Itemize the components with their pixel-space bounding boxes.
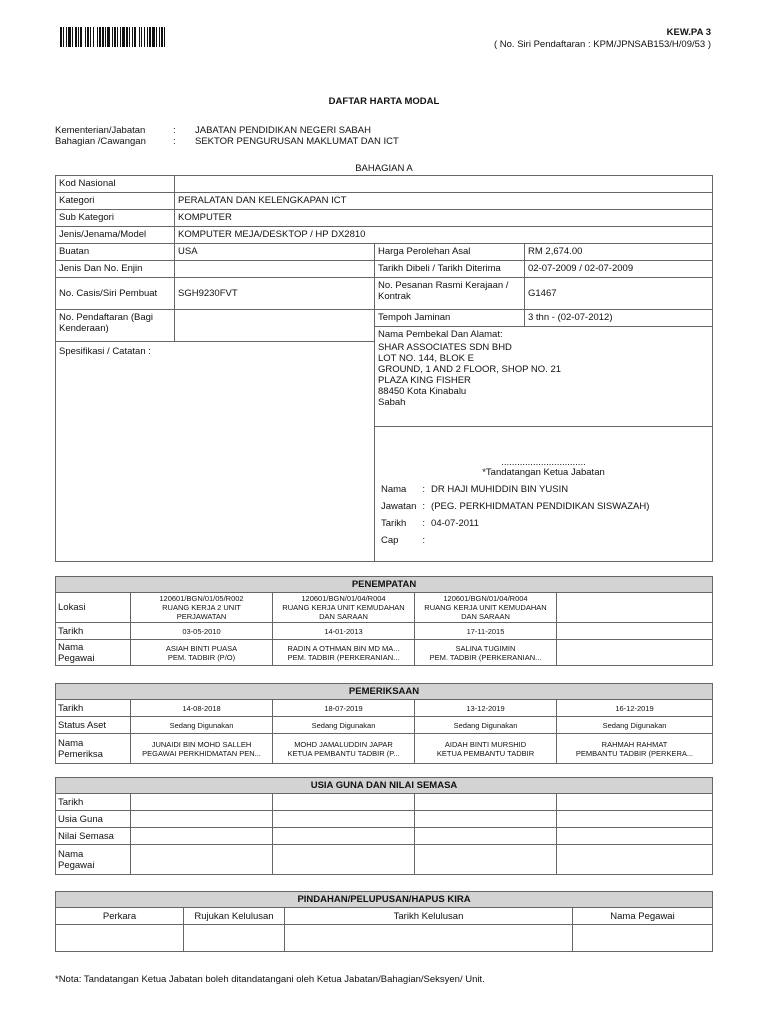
lokasi-cell [131,593,273,623]
harga-value: RM 2,674.00 [525,244,713,261]
usia-cell [273,794,415,811]
usia-cell [415,811,557,828]
document-title: DAFTAR HARTA MODAL [328,96,440,107]
colon: : [422,518,426,529]
pembekal-line: GROUND, 1 AND 2 FLOOR, SHOP NO. 21 [378,364,562,375]
pegawai-role: PEM. TADBIR (PERKERANIAN... [287,652,400,662]
usia-cell [273,845,415,875]
pemeriksa-name: JUNAIDI BIN MOHD SALLEH [151,739,252,749]
usia-cell [131,828,273,845]
footnote: *Nota: Tandatangan Ketua Jabatan boleh ditandatangani oleh Ketua Jabatan/Bahagian/Seksyen/ Unit. [55,974,485,985]
penempatan-title: PENEMPATAN [56,577,713,593]
perkara-header: Perkara [56,908,184,925]
usia-cell [415,828,557,845]
penempatan-table [55,576,713,666]
pegawai-label-text: Nama Pegawai [58,641,95,664]
pemeriksa-label-text: Nama Pemeriksa [58,737,103,760]
kategori-label: Kategori [56,193,175,210]
tarikh-cell: 13-12-2019 [415,700,557,717]
pesanan-label: No. Pesanan Rasmi Kerajaan / Kontrak [375,278,525,310]
pemeriksa-name: AIDAH BINTI MURSHID [444,739,527,749]
pegawai-name: ASIAH BINTI PUASA [165,643,238,653]
pemeriksa-role: KETUA PEMBANTU TADBIR [436,748,535,758]
lokasi-line: RUANG KERJA UNIT KEMUDAHAN [282,603,405,612]
buatan-label: Buatan [56,244,175,261]
form-reference [494,27,711,51]
usia-row-label: Usia Guna [56,811,131,828]
pemeriksa-role: PEGAWAI PERKHIDMATAN PEN... [142,748,261,758]
usia-cell [557,811,713,828]
pegawai-name: SALINA TUGIMIN [455,643,516,653]
tarikh-label: Tarikh [56,700,131,717]
enjin-value [175,261,375,278]
tarikh-cell: 16-12-2019 [557,700,713,717]
colon: : [422,484,426,495]
pegawai-cell [415,640,557,666]
jawatan-value: (PEG. PERKHIDMATAN PENDIDIKAN SISWAZAH) [431,501,650,512]
usia-row-label: Nilai Semasa [56,828,131,845]
tarikh-cell: 14-01-2013 [273,623,415,640]
usia-cell [415,794,557,811]
usia-cell [557,845,713,875]
lokasi-line: RUANG KERJA UNIT KEMUDAHAN [424,603,547,612]
lokasi-code: 120601/BGN/01/04/R004 [443,594,528,603]
tarikh-kelulusan-header: Tarikh Kelulusan [285,908,573,925]
kod-nasional-label: Kod Nasional [56,176,175,193]
colon: : [422,535,426,546]
pembekal-line: LOT NO. 144, BLOK E [378,353,474,364]
rujukan-header: Rujukan Kelulusan [184,908,285,925]
pegawai-role: PEM. TADBIR (P/O) [167,652,236,662]
usia-cell [415,845,557,875]
pembekal-label: Nama Pembekal Dan Alamat: [378,329,503,340]
barcode-bar [165,27,168,47]
usia-cell [557,828,713,845]
lokasi-line: RUANG KERJA 2 UNIT [162,603,241,612]
pemeriksa-cell [131,734,273,764]
usia-cell [273,811,415,828]
tarikh-cell: 14-08-2018 [131,700,273,717]
pemeriksa-cell [273,734,415,764]
tarikh-cell: 17-11-2015 [415,623,557,640]
pegawai-cell [557,640,713,666]
pemeriksa-role: PEMBANTU TADBIR (PERKERA... [575,748,694,758]
pemeriksa-cell [415,734,557,764]
pegawai-cell [273,640,415,666]
bahagian-value: SEKTOR PENGURUSAN MAKLUMAT DAN ICT [195,136,399,147]
usia-row-label [56,845,131,875]
cap-value [428,533,652,550]
spesifikasi-label: Spesifikasi / Catatan : [59,346,151,357]
pemeriksaan-title: PEMERIKSAAN [56,684,713,700]
pindahan-table [55,891,713,952]
pemeriksa-name: RAHMAH RAHMAT [601,739,668,749]
pembekal-line: PLAZA KING FISHER [378,375,471,386]
usia-cell [131,794,273,811]
bahagian-label: Bahagian /Cawangan [55,136,146,147]
colon: : [422,501,426,512]
casis-value: SGH9230FVT [175,278,375,310]
sub-kategori-label: Sub Kategori [56,210,175,227]
pembekal-line: SHAR ASSOCIATES SDN BHD [378,342,512,353]
status-cell: Sedang Digunakan [273,717,415,734]
bahagian-a-title: BAHAGIAN A [355,163,413,174]
tarikh-value: 04-07-2011 [431,518,479,529]
status-cell: Sedang Digunakan [415,717,557,734]
usia-table [55,777,713,875]
status-label: Status Aset [56,717,131,734]
colon: : [173,125,176,136]
cap-label: Cap [381,535,399,546]
pegawai-role: PEM. TADBIR (PERKERANIAN... [429,652,542,662]
signature-caption: *Tandatangan Ketua Jabatan [482,467,605,478]
colon: : [173,136,176,147]
serial-number: ( No. Siri Pendaftaran : KPM/JPNSAB153/H/09/53 ) [493,39,711,50]
pindahan-cell [56,925,184,952]
pemeriksa-role: KETUA PEMBANTU TADBIR (P... [287,748,400,758]
pindahan-title: PINDAHAN/PELUPUSAN/HAPUS KIRA [56,892,713,908]
tarikh-dibeli-label: Tarikh Dibeli / Tarikh Diterima [375,261,525,278]
bahagian-a-table [55,175,713,562]
usia-row-label: Tarikh [56,794,131,811]
casis-label: No. Casis/Siri Pembuat [56,278,175,310]
pemeriksa-name: MOHD JAMALUDDIN JAPAR [294,739,393,749]
usia-row-label-text: Nama Pegawai [58,848,95,871]
pendaftaran-value [175,310,375,342]
pemeriksaan-table [55,683,713,764]
pindahan-cell [573,925,713,952]
pembekal-line: 88450 Kota Kinabalu [378,386,467,397]
tarikh-label: Tarikh [56,623,131,640]
pemeriksa-label [56,734,131,764]
kategori-value: PERALATAN DAN KELENGKAPAN ICT [175,193,713,210]
status-cell: Sedang Digunakan [131,717,273,734]
kementerian-label: Kementerian/Jabatan [55,125,146,136]
enjin-label: Jenis Dan No. Enjin [56,261,175,278]
spesifikasi-cell [56,342,375,562]
usia-cell [131,845,273,875]
lokasi-cell [557,593,713,623]
lokasi-line: DAN SARAAN [461,612,510,621]
form-code: KEW.PA 3 [666,27,711,38]
status-cell: Sedang Digunakan [557,717,713,734]
organisation-info [55,125,399,147]
barcode [60,27,226,47]
tarikh-dibeli-value: 02-07-2009 / 02-07-2009 [525,261,713,278]
jenis-label: Jenis/Jenama/Model [56,227,175,244]
pegawai-cell [131,640,273,666]
pembekal-address [378,342,709,408]
lokasi-cell [273,593,415,623]
jaminan-label: Tempoh Jaminan [375,310,525,327]
pesanan-value: G1467 [525,278,713,310]
nama-label: Nama [381,484,407,495]
signature-block [375,427,713,562]
usia-title: USIA GUNA DAN NILAI SEMASA [56,778,713,794]
sub-kategori-value: KOMPUTER [175,210,713,227]
pindahan-cell [184,925,285,952]
pembekal-block [375,327,713,427]
pegawai-name: RADIN A OTHMAN BIN MD MA... [287,643,400,653]
usia-cell [131,811,273,828]
pegawai-label [56,640,131,666]
harga-label: Harga Perolehan Asal [375,244,525,261]
lokasi-code: 120601/BGN/01/04/R004 [301,594,386,603]
tarikh-cell [557,623,713,640]
pembekal-line: Sabah [378,397,406,408]
lokasi-line: PERJAWATAN [176,612,227,621]
pemeriksa-cell [557,734,713,764]
usia-cell [557,794,713,811]
lokasi-cell [415,593,557,623]
lokasi-code: 120601/BGN/01/05/R002 [159,594,244,603]
tarikh-cell: 03-05-2010 [131,623,273,640]
buatan-value: USA [175,244,375,261]
jawatan-label: Jawatan [381,501,417,512]
tarikh-label: Tarikh [381,518,407,529]
kementerian-value: JABATAN PENDIDIKAN NEGERI SABAH [195,125,371,136]
jenis-value: KOMPUTER MEJA/DESKTOP / HP DX2810 [175,227,713,244]
usia-cell [273,828,415,845]
nama-value: DR HAJI MUHIDDIN BIN YUSIN [431,484,569,495]
pendaftaran-label: No. Pendaftaran (Bagi Kenderaan) [56,310,175,342]
jaminan-value: 3 thn - (02-07-2012) [525,310,713,327]
kod-nasional-value [175,176,713,193]
lokasi-label: Lokasi [56,593,131,623]
signature-details [378,482,652,550]
nama-pegawai-header: Nama Pegawai [573,908,713,925]
lokasi-line: DAN SARAAN [319,612,368,621]
pindahan-cell [285,925,573,952]
signature-line: ................................ [501,457,586,468]
tarikh-cell: 18-07-2019 [273,700,415,717]
